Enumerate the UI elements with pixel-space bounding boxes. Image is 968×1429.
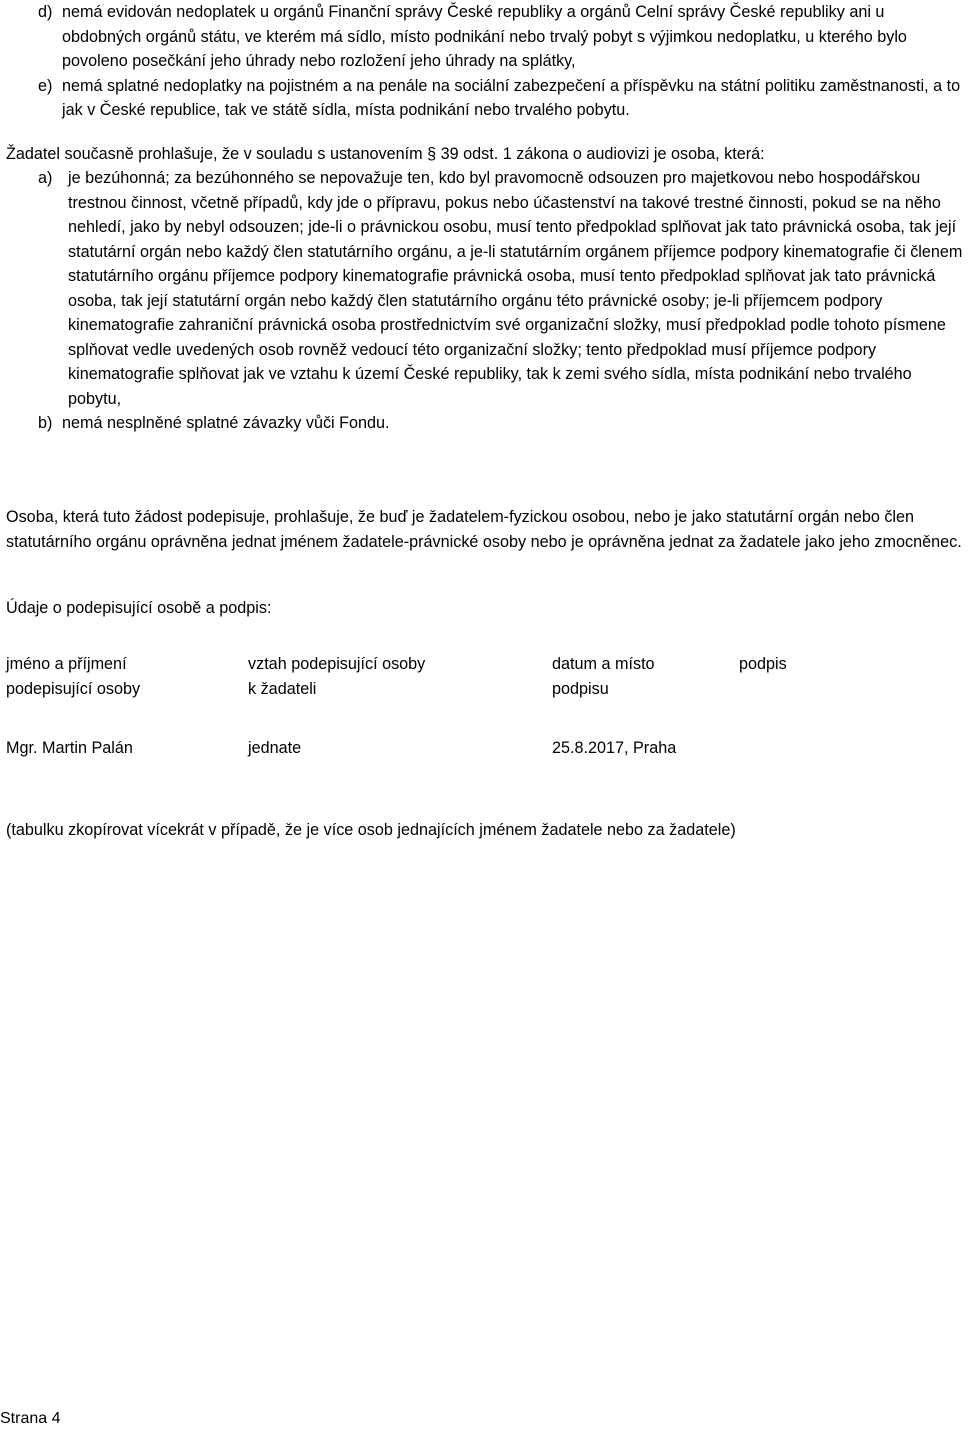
list-marker-b: b) xyxy=(38,414,53,432)
list-item-d xyxy=(38,0,968,74)
header-relation-line2: k žadateli xyxy=(248,679,317,698)
list-item-a xyxy=(38,166,966,411)
list-marker-e: e) xyxy=(38,76,53,95)
list-marker-a: a) xyxy=(38,169,53,187)
signer-statement: Osoba, která tuto žádost podepisuje, prohlašuje, že buď je žadatelem-fyzickou osobou, nebo je jako statutární orgán nebo člen statutárního orgánu oprávněna jednat jménem žadatele-právnické osoby nebo je oprávněna jednat za žadatele jako jeho zmocněnec. xyxy=(6,508,962,551)
page-number: Strana 4 xyxy=(0,1410,61,1427)
list-text-d: nemá evidován nedoplatek u orgánů Finanční správy České republiky a orgánů Celní správy České republiky ani u obdobných orgánů státu, ve kterém má sídlo, místo podnikání nebo trvalý pobyt s výjimkou nedoplatku, u kterého bylo povoleno posečkání jeho úhrady nebo rozložení jeho úhrady na splátky, xyxy=(62,3,907,70)
signature-table xyxy=(6,652,966,792)
header-date-line1: datum a místo xyxy=(552,655,655,673)
list-text-b: nemá nesplněné splatné závazky vůči Fondu. xyxy=(62,414,390,432)
declaration-intro: Žadatel současně prohlašuje, že v souladu s ustanovením § 39 odst. 1 zákona o audiovizi je osoba, která: xyxy=(6,145,765,163)
header-name-line1: jméno a příjmení xyxy=(6,655,127,673)
declaration-list xyxy=(38,166,966,436)
header-name xyxy=(6,652,140,701)
signer-heading: Údaje o podepisující osobě a podpis: xyxy=(6,599,272,617)
header-relation-line1: vztah podepisující osoby xyxy=(248,655,426,673)
obligations-list-continued xyxy=(38,0,968,123)
cell-date-place: 25.8.2017, Praha xyxy=(552,739,677,757)
header-date-place xyxy=(552,652,655,701)
cell-signer-relation: jednate xyxy=(248,739,302,757)
header-relation xyxy=(248,652,425,701)
list-item-b xyxy=(0,411,966,436)
cell-signer-name: Mgr. Martin Palán xyxy=(6,739,133,757)
header-date-line2: podpisu xyxy=(552,679,609,698)
list-text-a: je bezúhonná; za bezúhonného se nepovažuje ten, kdo byl pravomocně odsouzen pro majetkovou nebo hospodářskou trestnou činnost, včetně případů, kdy jde o přípravu, pokus nebo účastenství na takové trestné činnosti, pokud se na něho nehledí, jako by nebyl odsouzen; jde-li o právnickou osobu, musí tento předpoklad splňovat jak tato právnická osoba, tak její statutární orgán nebo každý člen statutárního orgánu, a je-li statutárním orgánem příjemce podpory kinematografie či členem statutárního orgánu příjemce podpory kinematografie právnická osoba, musí tento předpoklad splňovat jak tato právnická osoba, tak její statutární orgán nebo každý člen statutárního orgánu této právnické osoby; je-li příjemcem podpory kinematografie zahraniční právnická osoba prostřednictvím své organizační složky, musí předpoklad podle tohoto písmene splňovat vedle uvedených osob rovněž vedoucí této organizační složky; tento předpoklad musí příjemce podpory kinematografie splňovat jak ve vztahu k území České republiky, tak k zemi svého sídla, místa podnikání nebo trvalého pobytu, xyxy=(68,169,963,408)
header-signature: podpis xyxy=(739,655,787,673)
list-marker-d: d) xyxy=(38,3,53,21)
header-name-line2: podepisující osoby xyxy=(6,679,141,698)
table-note: (tabulku zkopírovat vícekrát v případě, že je více osob jednajících jménem žadatele nebo za žadatele) xyxy=(6,821,736,839)
list-item-e xyxy=(38,74,968,123)
list-text-e: nemá splatné nedoplatky na pojistném a na penále na sociální zabezpečení a příspěvku na státní politiku zaměstnanosti, a to jak v České republice, tak ve státě sídla, místa podnikání nebo trvalého pobytu. xyxy=(62,76,961,119)
